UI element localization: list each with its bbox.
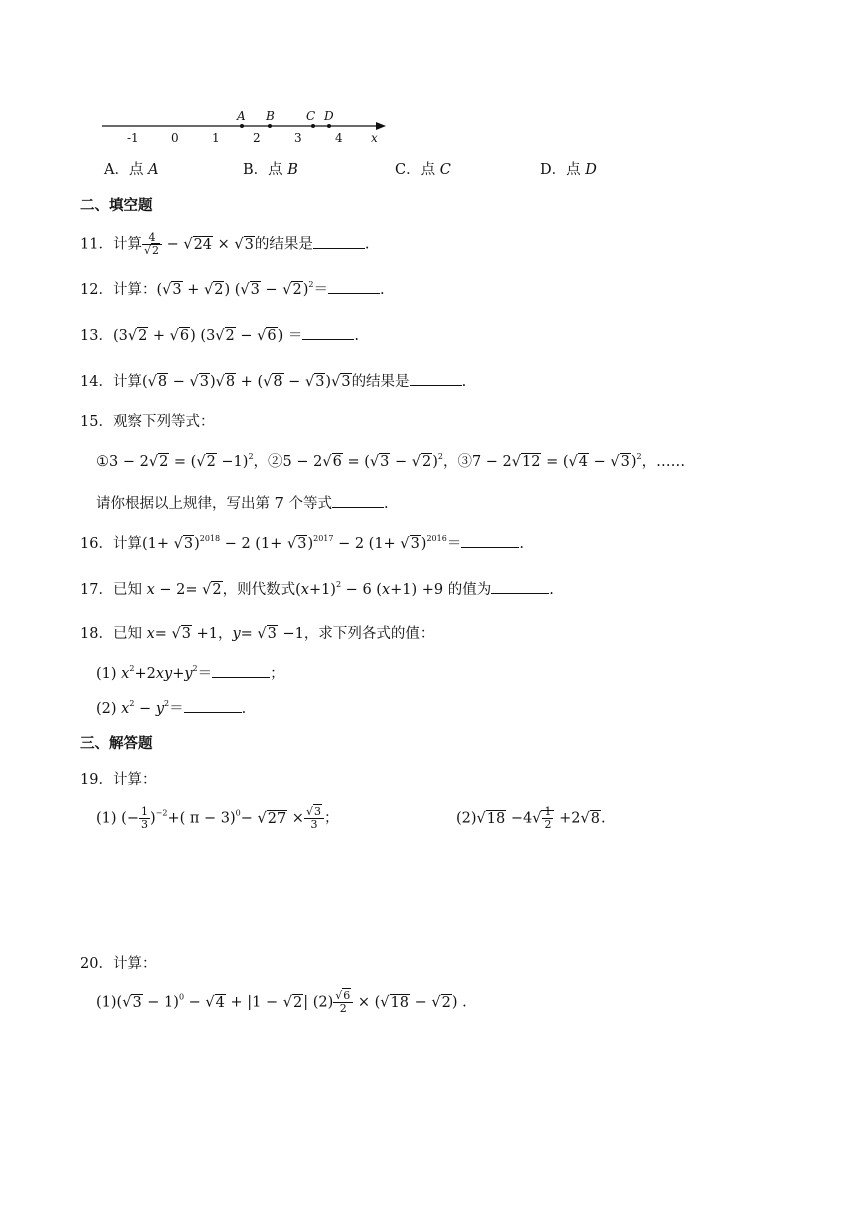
point-c: [311, 124, 315, 128]
point-a: [240, 124, 244, 128]
question-18-part-2: (2) $x^2 - y^2=$ .: [96, 699, 247, 717]
question-15-prompt: 请你根据以上规律，写出第 7 个等式 .: [96, 496, 389, 512]
option-d: D．点 D: [540, 162, 597, 178]
point-label-b: B: [266, 109, 275, 123]
question-19: 19．计算：: [80, 772, 157, 788]
question-20: 20．计算：: [80, 956, 157, 972]
tick-label-0: 0: [171, 131, 179, 145]
question-16: 16．计算$(1+ √3)^{2018} - 2$ $(1+ √3)^{2017} - 2$ $(1+ √3)^{2016}=$ .: [80, 534, 524, 552]
question-19-part-2: (2)√18 −4√ $\frac{1}{2}$ +2√8.: [456, 805, 606, 831]
question-19-part-1: (1) (− $\frac{1}{3}$ )$^{-2}$+( π − 3)$^0$− √27 × $\frac{√3}{3}$ ；: [96, 805, 339, 831]
option-a: A．点 A: [104, 162, 159, 178]
tick-label-2: 2: [253, 131, 261, 145]
axis-label-x: x: [371, 131, 378, 145]
question-15-equations: ①3 − $2√2 = (√2 -1)^2$，②5 − $2√6 = (√3 - √2)^2$，③7 − $2√12 = (√4 - √3)^2$，……: [96, 452, 686, 470]
point-label-c: C: [306, 109, 316, 123]
question-13: 13．(3√2 + √6) (3√2 − √6) ＝ .: [80, 328, 360, 344]
point-label-d: D: [324, 109, 334, 123]
number-line: [96, 104, 396, 150]
section-heading-solve: 三、解答题: [80, 736, 153, 752]
tick-label-neg1: -1: [127, 131, 139, 145]
tick-label-3: 3: [294, 131, 302, 145]
question-12: 12．计算：(√3 + √2) $(√3 - √2)^2=$ .: [80, 280, 385, 298]
question-18: 18．已知 x= √3 +1，y= √3 −1，求下列各式的值：: [80, 626, 435, 642]
point-d: [327, 124, 331, 128]
tick-label-1: 1: [212, 131, 220, 145]
point-b: [268, 124, 272, 128]
question-15: 15．观察下列等式：: [80, 414, 215, 430]
question-18-part-1: (1) $x^2+2xy+y^2=$ ；: [96, 664, 285, 682]
question-17: 17．已知 x − 2= √2，则代数式$(x+1)^2 - 6$ (x+1) +9 的值为 .: [80, 580, 554, 598]
option-b: B．点 B: [243, 162, 298, 178]
tick-label-4: 4: [335, 131, 343, 145]
point-label-a: A: [237, 109, 246, 123]
question-11: 11．计算 $\frac{4}{√2}$ − √24 × √3的结果是 .: [80, 231, 370, 257]
question-14: 14．计算(√8 − √3)√8 + (√8 − √3)√3的结果是 .: [80, 374, 467, 390]
option-c: C．点 C: [395, 162, 451, 178]
question-20-parts: $(1)(√3 - 1)^0 - √4 + |1 - √2|$ (2) $\frac{√6}{2}$ × (√18 − √2) .: [96, 989, 467, 1015]
section-heading-fill: 二、填空题: [80, 198, 153, 214]
